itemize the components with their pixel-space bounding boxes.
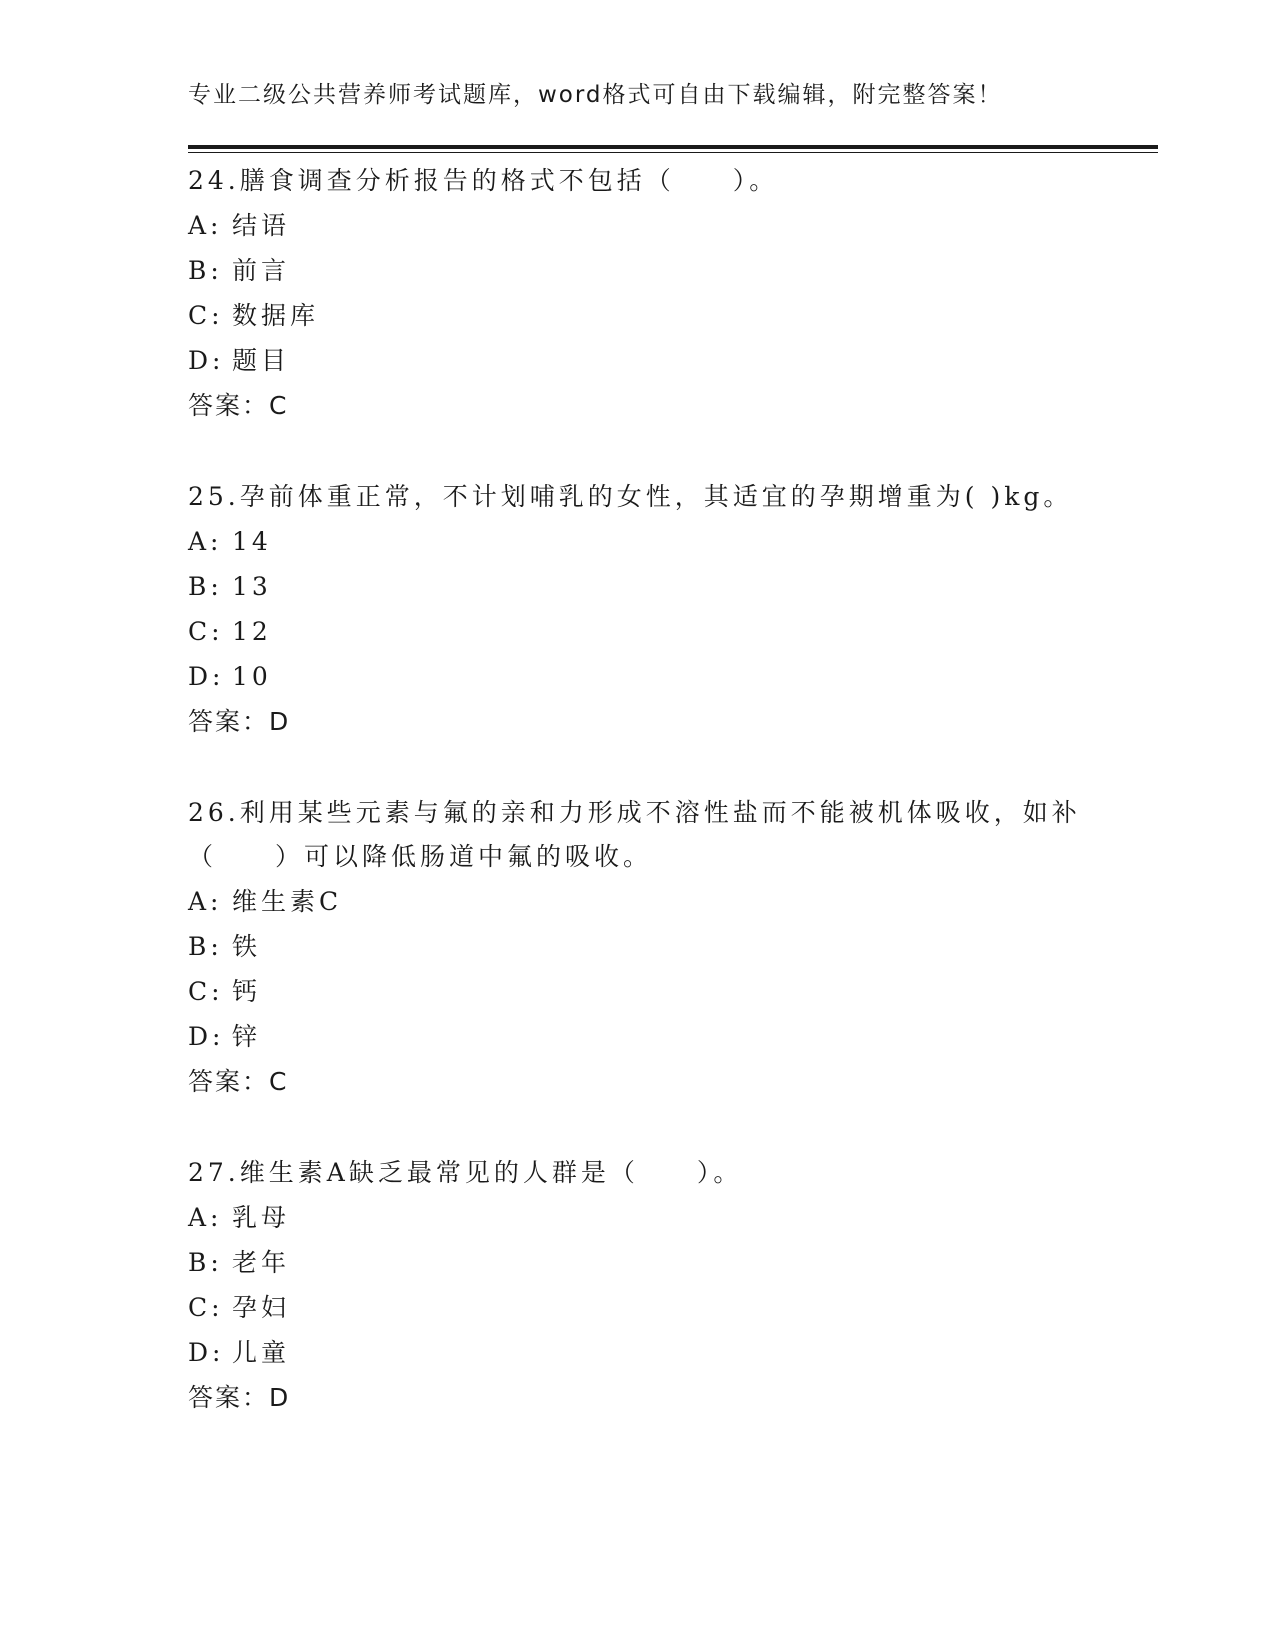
option-text: 前言 [232, 256, 291, 285]
option-key: D: [188, 1022, 225, 1051]
answer-line: 答案：D [188, 707, 291, 736]
option-text: 14 [232, 527, 272, 556]
option-text: 乳母 [232, 1203, 291, 1232]
question-list [188, 159, 1148, 1467]
option-a [188, 519, 1148, 564]
header-divider-thin [188, 152, 1158, 153]
option-a [188, 203, 1148, 248]
page-header: 专业二级公共营养师考试题库，word格式可自由下载编辑，附完整答案！ [188, 82, 1003, 108]
option-b [188, 248, 1148, 293]
question-stem: 24.膳食调查分析报告的格式不包括（ ）。 [188, 166, 779, 195]
option-c [188, 1285, 1148, 1330]
option-key: C: [188, 301, 224, 330]
question-27 [188, 1151, 1148, 1421]
option-text: 维生素C [232, 887, 343, 916]
option-d [188, 1014, 1148, 1059]
option-key: C: [188, 977, 224, 1006]
option-c [188, 293, 1148, 338]
question-24 [188, 159, 1148, 429]
option-key: A: [188, 887, 223, 916]
option-c [188, 969, 1148, 1014]
option-text: 题目 [232, 346, 291, 375]
option-b [188, 1240, 1148, 1285]
option-text: 12 [232, 617, 272, 646]
option-text: 10 [232, 662, 272, 691]
option-text: 铁 [232, 932, 262, 961]
question-26 [188, 791, 1148, 1105]
option-text: 儿童 [232, 1338, 291, 1367]
option-key: B: [188, 572, 223, 601]
option-a [188, 879, 1148, 924]
question-25 [188, 475, 1148, 745]
option-text: 钙 [232, 977, 262, 1006]
option-key: D: [188, 662, 225, 691]
question-stem: 26.利用某些元素与氟的亲和力形成不溶性盐而不能被机体吸收，如补（ ）可以降低肠道中氟的吸收。 [188, 798, 1081, 871]
option-key: B: [188, 1248, 223, 1277]
option-key: C: [188, 1293, 224, 1322]
option-d [188, 654, 1148, 699]
header-divider-thick [188, 145, 1158, 149]
answer-line: 答案：C [188, 1067, 289, 1096]
question-stem: 25.孕前体重正常，不计划哺乳的女性，其适宜的孕期增重为( )kg。 [188, 482, 1073, 511]
option-text: 数据库 [232, 301, 320, 330]
option-text: 孕妇 [232, 1293, 291, 1322]
answer-line: 答案：C [188, 391, 289, 420]
option-key: C: [188, 617, 224, 646]
option-d [188, 1330, 1148, 1375]
option-key: A: [188, 211, 223, 240]
option-c [188, 609, 1148, 654]
option-key: A: [188, 1203, 223, 1232]
option-key: D: [188, 1338, 225, 1367]
option-key: D: [188, 346, 225, 375]
option-key: B: [188, 256, 223, 285]
option-key: A: [188, 527, 223, 556]
option-text: 锌 [232, 1022, 262, 1051]
answer-line: 答案：D [188, 1383, 291, 1412]
option-text: 老年 [232, 1248, 291, 1277]
question-stem: 27.维生素A缺乏最常见的人群是（ ）。 [188, 1158, 743, 1187]
option-text: 13 [232, 572, 272, 601]
option-text: 结语 [232, 211, 291, 240]
option-key: B: [188, 932, 223, 961]
option-d [188, 338, 1148, 383]
option-b [188, 924, 1148, 969]
option-a [188, 1195, 1148, 1240]
option-b [188, 564, 1148, 609]
